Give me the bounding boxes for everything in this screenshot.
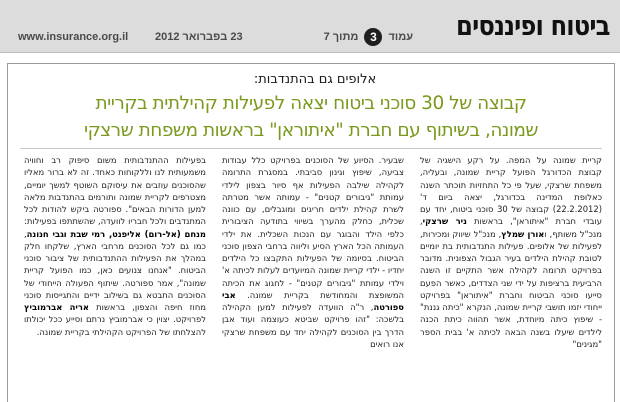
body-text: לפרויקט. יצוין כי אברמוביץ נרתם וסייע ככל יכולתו להצלחתו של הפרויקט הקהילתי בקריית שמונה. <box>24 314 206 337</box>
brand-title: ביטוח ופיננסים <box>456 11 610 42</box>
body-text: , מנכ"ל שיווק ומכירות, לפעילות של אלופים. פעילות התנדבותית בת יומיים לטובת קהילת הילדים בעיר הגבול הצפונית. מדובר בפרויקט תרומה לקהילה אשר התקיים זו השנה הרביעית ברציפות על ידי שני הצדדים, כאשר הפעם סייעו סוכני הביטוח וחברת "איתוראן" בפרויקט ייחודי יזמו תושבי קריית שמונה, הנקרא "כיתה גננת" - שיפוץ כיתה מיוחדת, אשר תהווה כיתת הכנה לילדים שיעלו בשנה הבאה לכיתה א' בבית הספר "מגינים" <box>420 228 602 349</box>
body-column-middle <box>222 154 404 402</box>
article-headline <box>24 90 598 144</box>
person-name: מנחם (אל-רום) אליפנט, רמי שבת וגבי חנונה <box>26 228 206 239</box>
paragraph <box>420 154 602 350</box>
headline-divider <box>20 148 602 149</box>
page-indicator <box>303 28 413 46</box>
person-name: אריה אברמוביץ <box>24 302 90 312</box>
article <box>7 63 615 402</box>
issue-date: 23 בפברואר 2012 <box>155 31 243 43</box>
person-name: ניר שרצקי <box>422 216 467 227</box>
body-text: קריית שמונה על המפה. על רקע הישגיה של קבוצת הכדורגל הפועל קריית שמונה, ובעליה, משפחת שרצקי, שעל פי כל התחזיות תוכתר השנה כאלופת המדינה בכדורגל, יצאה ביום ד' (22.2.2012) קבוצה של 30 סוכני ביטוח, יחד עם עובדי חברת "איתוראן", בראשות <box>420 155 602 227</box>
body-text: שבעיר. הסיוע של הסוכנים בפרויקט כלל עבודות צביעה, שיפוץ וגינון סביבתי. במסגרת התרומה לקהילה שילבה הפעילות אף סיור בצפון לילדי עמותת "גיבורים קטנים" - עמותה אשר מטרתה לשרת קהילת ילדים חריגים ומוגבלים, עם כוונה שכלית, כחלק מהערך בשיווי בתודעה הציבורית כלפי הילד והבוגר עם הנכות השכלית. את ילדי העמותה הכל הארץ הסיע וליווה ברחבי הצפון סוכני הביטוח. בסיומה של הפעילות התקבצו כל הילדים יחדיו - ילדי קריית שמונה המיועדים לעלות לכיתה א' וילדי עמותת "גיבורים קטנים" - לחגוג את הכיתה המשופצת והמחודשת בקריית שמונה. <box>222 155 404 300</box>
website-url[interactable]: www.insurance.org.il <box>18 31 129 43</box>
paragraph <box>24 154 206 338</box>
header-info <box>18 28 418 48</box>
page-label: עמוד <box>388 31 413 43</box>
article-kicker: אלופים גם בהתנדבות: <box>253 72 377 87</box>
person-name: אורן שמלץ <box>501 228 545 239</box>
masthead <box>0 0 620 53</box>
article-body <box>22 154 602 402</box>
body-column-right <box>420 154 602 402</box>
body-text: , ר"ה הוועדה לפעילות למען הקהילה בלשכה: "זהו פרויקט שביטא כעוצמה ועוד אבן הדרך בין הסוכנים לקהילה יחד עם משפחת שרצקי אנו רואים <box>222 302 404 349</box>
headline-line-2: שמונה, בשיתוף עם חברת "איתוראן" בראשות משפחת שרצקי <box>83 120 539 141</box>
headline-line-1: קבוצה של 30 סוכני ביטוח יצאה לפעילות קהילתית בקריית <box>95 93 527 114</box>
body-column-left <box>24 154 206 402</box>
page-total: מתוך 7 <box>323 31 359 43</box>
page-number-badge: 3 <box>364 28 382 46</box>
paragraph <box>222 154 404 350</box>
body-text: , כמו גם לכל הסוכנים מרחבי הארץ, שלקחו חלק במהלך את הפעילות ההתנדבותית של ציבור סוכני הביטוח. "אנחנו צנועים כאן, כמו הפועל קריית שמונה", אמר ספורטה. שיתוף הפעולה הייחודי של הסוכנים התבטא גם בשילוב ידיים והתגייסות סוכני מחוז חיפה והצפון, בראשות <box>24 228 206 312</box>
body-text: , מנכ"ל משותף, ו <box>420 216 602 239</box>
body-text: בפעילות ההתנדבותית משום סיפוק רב וחוויה משמעותית לנו וללקוחות כאחד. זה לא ברור מאליו שהסוכנים עוזבים את עיסוקם השוטף למשך יומיים, מצטרפים לקריית שמונה ותורמים בהתנדבות מלאה למען הדורות הבאים". ספורטה ביקש להודות לכל המתנדבים ולכל חבריו לוועדה, שהשתתפו בפעילות: <box>24 155 206 227</box>
person-name: אבי ספורטה <box>222 289 404 312</box>
